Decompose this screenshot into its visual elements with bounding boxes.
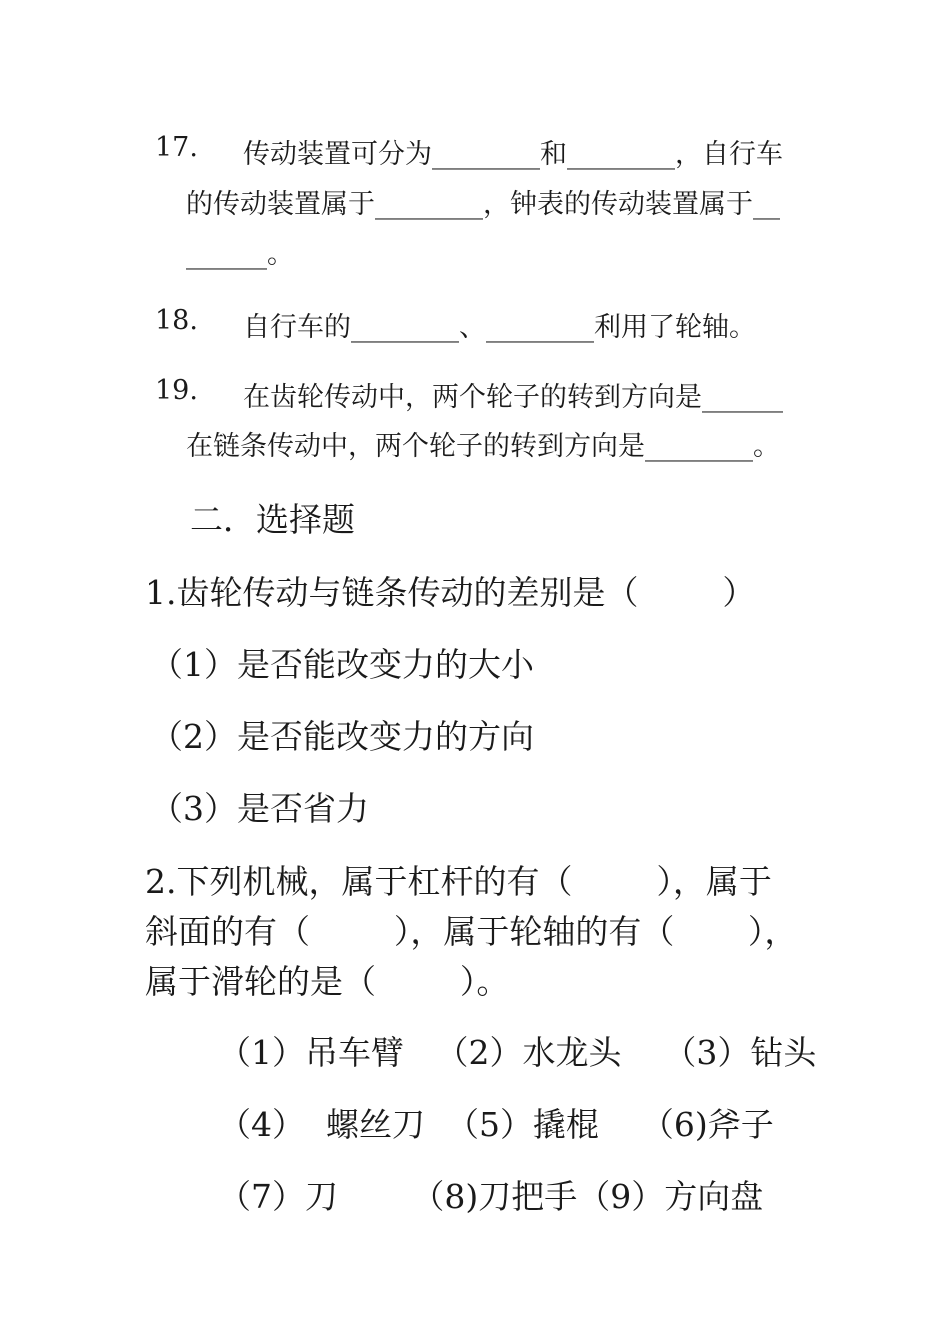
- q19-number: 19.: [155, 375, 198, 406]
- q19-line-1: 在齿轮传动中，两个轮子的转到方向是______: [243, 382, 783, 413]
- q19-line-2: 在链条传动中，两个轮子的转到方向是________。: [186, 431, 780, 462]
- choice-q2-options-row-3: （7）刀 （8)刀把手（9）方向盘: [218, 1177, 764, 1216]
- q18-line-1: 自行车的________、________利用了轮轴。: [243, 312, 756, 343]
- q17-number: 17.: [155, 132, 198, 163]
- q17-line-3: ______。: [186, 239, 294, 270]
- choice-q2-stem-line-1: 2.下列机械，属于杠杆的有（ ），属于: [145, 862, 772, 901]
- section-title: 二．选择题: [190, 500, 355, 539]
- choice-q1-stem: 1.齿轮传动与链条传动的差别是（ ）: [145, 573, 756, 612]
- choice-q2-options-row-2: （4） 螺丝刀 （5）撬棍 （6)斧子: [218, 1105, 774, 1144]
- q17-line-1: 传动装置可分为________和________，自行车: [243, 139, 783, 170]
- q18-number: 18.: [155, 305, 198, 336]
- choice-q1-option: （3）是否省力: [150, 789, 369, 828]
- choice-q2-stem-line-3: 属于滑轮的是（ ）。: [145, 962, 510, 1001]
- choice-q2-options-row-1: （1）吊车臂 （2）水龙头 （3）钻头: [218, 1033, 817, 1072]
- q17-line-2: 的传动装置属于________，钟表的传动装置属于__: [186, 189, 780, 220]
- choice-q1-option: （1）是否能改变力的大小: [150, 645, 534, 684]
- choice-q1-option: （2）是否能改变力的方向: [150, 717, 534, 756]
- choice-q2-stem-line-2: 斜面的有（ ），属于轮轴的有（ ），: [145, 912, 798, 951]
